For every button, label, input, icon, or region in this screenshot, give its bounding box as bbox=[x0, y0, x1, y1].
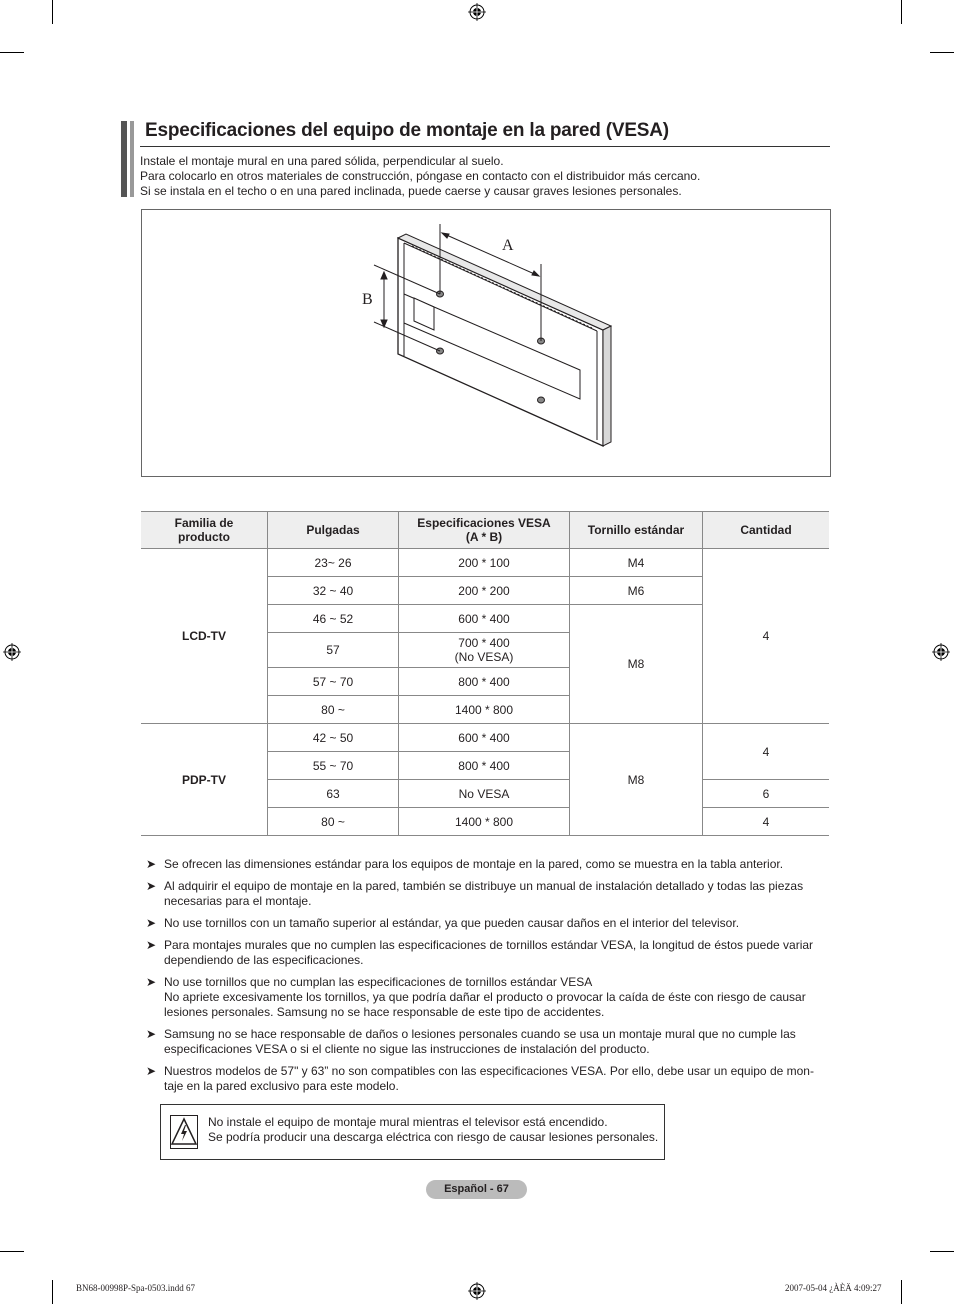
intro-text bbox=[140, 154, 700, 199]
tv-back-diagram bbox=[142, 210, 830, 476]
note-line: dependiendo de las especificaciones. bbox=[164, 953, 364, 967]
screw-cell: M6 bbox=[570, 577, 703, 605]
column-header: Tornillo estándar bbox=[570, 512, 703, 549]
crop-mark bbox=[901, 0, 902, 24]
note-line: Nuestros modelos de 57" y 63” no son compatibles con las especificaciones VESA. Por ello, debe usar un equipo de mon- bbox=[164, 1064, 814, 1078]
vesa-cell: 1400 * 800 bbox=[399, 696, 570, 724]
vesa-cell: 200 * 200 bbox=[399, 577, 570, 605]
note-item bbox=[146, 916, 822, 931]
column-header: Pulgadas bbox=[268, 512, 399, 549]
title-accent-bar bbox=[130, 121, 134, 197]
column-header: Cantidad bbox=[703, 512, 830, 549]
note-item bbox=[146, 857, 822, 872]
warning-box bbox=[160, 1104, 665, 1160]
vesa-cell: 800 * 400 bbox=[399, 752, 570, 780]
column-header: Especificaciones VESA (A * B) bbox=[399, 512, 570, 549]
inches-cell: 63 bbox=[268, 780, 399, 808]
note-item bbox=[146, 1064, 822, 1094]
inches-cell: 23~ 26 bbox=[268, 549, 399, 577]
note-arrow-icon: ➤ bbox=[146, 938, 157, 952]
registration-mark-icon bbox=[468, 3, 486, 21]
inches-cell: 57 ~ 70 bbox=[268, 668, 399, 696]
note-line: No apriete excesivamente los tornillos, ya que podría dañar el producto o provocar la caída de éste con riesgo de causar bbox=[164, 990, 806, 1004]
registration-mark-icon bbox=[932, 643, 950, 661]
note-arrow-icon: ➤ bbox=[146, 1027, 157, 1041]
quantity-cell: 4 bbox=[703, 808, 830, 836]
table-row bbox=[141, 549, 829, 577]
crop-mark bbox=[930, 1251, 954, 1252]
warning-text bbox=[208, 1115, 658, 1145]
vesa-cell: 600 * 400 bbox=[399, 724, 570, 752]
inches-cell: 32 ~ 40 bbox=[268, 577, 399, 605]
table-row bbox=[141, 724, 829, 752]
warning-line: Se podría producir una descarga eléctrica con riesgo de causar lesiones personales. bbox=[208, 1130, 659, 1144]
crop-mark bbox=[901, 1280, 902, 1304]
page-number-badge: Español - 67 bbox=[426, 1180, 527, 1199]
electric-shock-warning-icon bbox=[170, 1115, 198, 1149]
footer-file-info: BN68-00998P-Spa-0503.indd 67 bbox=[76, 1283, 195, 1293]
intro-line: Si se instala en el techo o en una pared inclinada, puede caerse y causar graves lesiones personales. bbox=[140, 184, 682, 198]
registration-mark-icon bbox=[3, 643, 21, 661]
vesa-diagram-frame bbox=[141, 209, 831, 477]
crop-mark bbox=[0, 52, 24, 53]
quantity-cell: 4 bbox=[703, 724, 830, 780]
vesa-cell: 700 * 400 (No VESA) bbox=[399, 633, 570, 668]
inches-cell: 80 ~ bbox=[268, 696, 399, 724]
crop-mark bbox=[52, 0, 53, 24]
inches-cell: 46 ~ 52 bbox=[268, 605, 399, 633]
vesa-spec-table bbox=[141, 511, 829, 836]
note-line: Samsung no se hace responsable de daños o lesiones personales cuando se usa un montaje mural que no cumple las bbox=[164, 1027, 796, 1041]
note-item bbox=[146, 975, 822, 1020]
crop-mark bbox=[52, 1280, 53, 1304]
family-cell: LCD-TV bbox=[141, 549, 268, 724]
note-arrow-icon: ➤ bbox=[146, 916, 157, 930]
note-line: necesarias para el montaje. bbox=[164, 894, 312, 908]
footer-timestamp: 2007-05-04 ¿ÀÈÄ 4:09:27 bbox=[785, 1283, 882, 1293]
title-divider bbox=[140, 146, 830, 147]
inches-cell: 42 ~ 50 bbox=[268, 724, 399, 752]
screw-cell: M8 bbox=[570, 605, 703, 724]
dimension-label-a: A bbox=[502, 237, 514, 254]
crop-mark bbox=[930, 52, 954, 53]
note-line: No use tornillos que no cumplan las especificaciones de tornillos estándar VESA bbox=[164, 975, 593, 989]
notes-list bbox=[146, 857, 822, 1101]
note-item bbox=[146, 879, 822, 909]
note-item bbox=[146, 1027, 822, 1057]
note-arrow-icon: ➤ bbox=[146, 1064, 157, 1078]
warning-line: No instale el equipo de montaje mural mientras el televisor está encendido. bbox=[208, 1115, 608, 1129]
title-accent-bar bbox=[121, 121, 127, 197]
quantity-cell: 4 bbox=[703, 549, 830, 724]
intro-line: Instale el montaje mural en una pared sólida, perpendicular al suelo. bbox=[140, 154, 504, 168]
vesa-cell: 1400 * 800 bbox=[399, 808, 570, 836]
screw-cell: M4 bbox=[570, 549, 703, 577]
note-line: Al adquirir el equipo de montaje en la pared, también se distribuye un manual de instalación detallado y todas las piezas bbox=[164, 879, 804, 893]
vesa-cell: 600 * 400 bbox=[399, 605, 570, 633]
note-line: No use tornillos con un tamaño superior al estándar, ya que pueden causar daños en el interior del televisor. bbox=[164, 916, 740, 930]
inches-cell: 55 ~ 70 bbox=[268, 752, 399, 780]
quantity-cell: 6 bbox=[703, 780, 830, 808]
vesa-cell: 800 * 400 bbox=[399, 668, 570, 696]
note-arrow-icon: ➤ bbox=[146, 879, 157, 893]
intro-line: Para colocarlo en otros materiales de construcción, póngase en contacto con el distribuidor más cercano. bbox=[140, 169, 701, 183]
note-item bbox=[146, 938, 822, 968]
inches-cell: 80 ~ bbox=[268, 808, 399, 836]
dimension-label-b: B bbox=[362, 291, 373, 308]
note-line: lesiones personales. Samsung no se hace responsable de este tipo de accidentes. bbox=[164, 1005, 605, 1019]
column-header: Familia de producto bbox=[141, 512, 268, 549]
inches-cell: 57 bbox=[268, 633, 399, 668]
note-line: Para montajes murales que no cumplen las especificaciones de tornillos estándar VESA, la longitud de éstos puede variar bbox=[164, 938, 814, 952]
table-header-row bbox=[141, 512, 829, 549]
note-arrow-icon: ➤ bbox=[146, 975, 157, 989]
note-line: Se ofrecen las dimensiones estándar para los equipos de montaje en la pared, como se muestra en la tabla anterior. bbox=[164, 857, 784, 871]
family-cell: PDP-TV bbox=[141, 724, 268, 836]
registration-mark-icon bbox=[468, 1282, 486, 1300]
note-arrow-icon: ➤ bbox=[146, 857, 157, 871]
note-line: especificaciones VESA o si el cliente no sigue las instrucciones de instalación del producto. bbox=[164, 1042, 650, 1056]
vesa-cell: 200 * 100 bbox=[399, 549, 570, 577]
crop-mark bbox=[0, 1251, 24, 1252]
screw-cell: M8 bbox=[570, 724, 703, 836]
note-line: taje en la pared exclusivo para este modelo. bbox=[164, 1079, 399, 1093]
vesa-cell: No VESA bbox=[399, 780, 570, 808]
page-title: Especificaciones del equipo de montaje en la pared (VESA) bbox=[145, 120, 669, 141]
